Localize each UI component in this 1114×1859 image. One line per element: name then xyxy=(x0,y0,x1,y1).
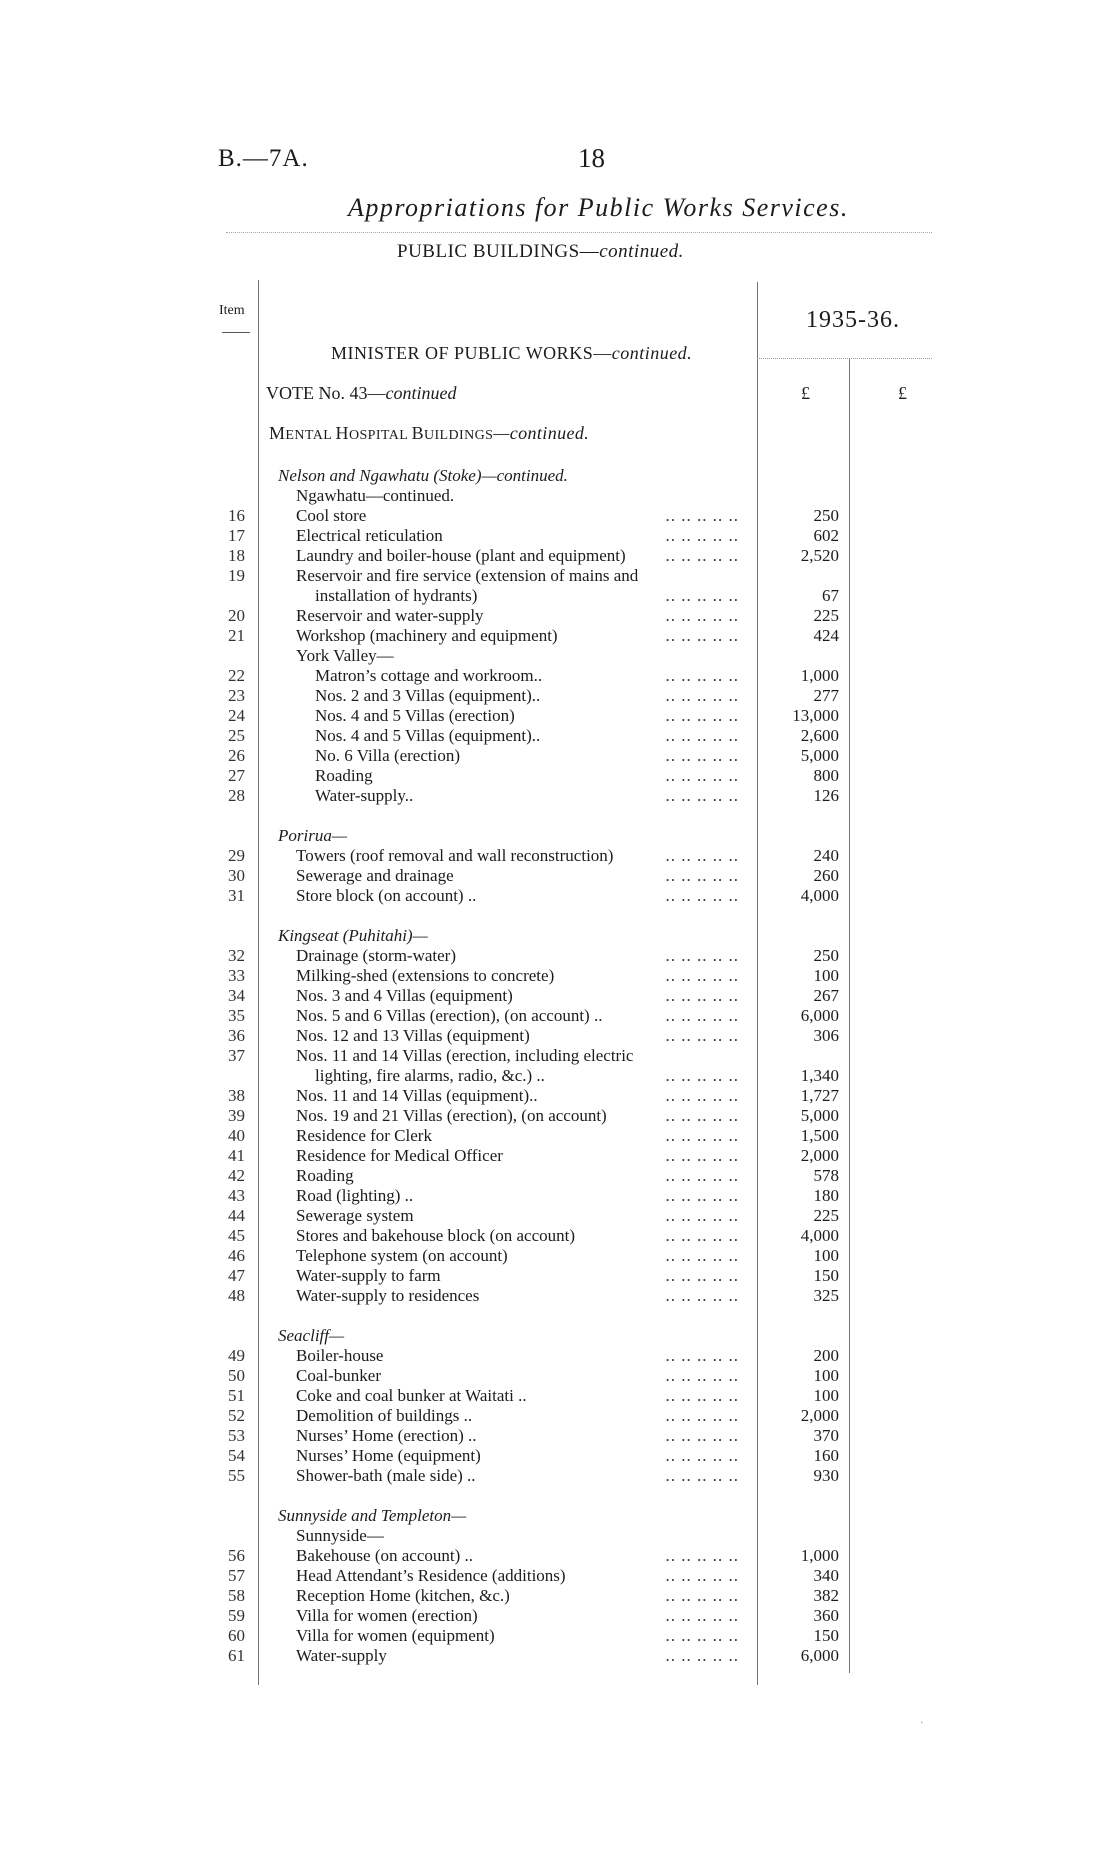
item-number: 60 xyxy=(228,1626,245,1645)
item-number: 47 xyxy=(228,1266,245,1285)
leader-dots: .. .. .. .. .. xyxy=(665,1266,739,1285)
item-number: 34 xyxy=(228,986,245,1005)
item-description: Reservoir and fire service (extension of mains and xyxy=(296,566,639,585)
section-heading: PUBLIC BUILDINGS—continued. xyxy=(397,241,684,262)
item-amount: 5,000 xyxy=(800,746,839,765)
group-heading: Kingseat (Puhitahi)— xyxy=(278,926,428,945)
table-row xyxy=(0,1206,1114,1226)
item-description: Water-supply.. xyxy=(315,786,419,806)
item-number: 35 xyxy=(228,1006,245,1025)
item-description: Head Attendant’s Residence (additions) xyxy=(296,1566,572,1586)
item-description: Drainage (storm-water) xyxy=(296,946,462,966)
leader-dots: .. .. .. .. .. xyxy=(665,1626,739,1645)
item-description: Nos. 11 and 14 Villas (erection, including electric xyxy=(296,1046,634,1065)
item-number: 57 xyxy=(228,1566,245,1585)
scan-mark: · xyxy=(920,1718,924,1729)
table-row xyxy=(0,666,1114,686)
item-amount: 1,340 xyxy=(800,1066,839,1085)
item-description: Nos. 19 and 21 Villas (erection), (on account) xyxy=(296,1106,613,1126)
item-number: 18 xyxy=(228,546,245,565)
leader-dots: .. .. .. .. .. xyxy=(665,1206,739,1225)
leader-dots: .. .. .. .. .. xyxy=(665,1146,739,1165)
leader-dots: .. .. .. .. .. xyxy=(665,746,739,765)
item-amount: 1,000 xyxy=(800,1546,839,1565)
leader-dots: .. .. .. .. .. xyxy=(665,1126,739,1145)
leader-dots: .. .. .. .. .. xyxy=(665,706,739,725)
table-row xyxy=(0,1386,1114,1406)
table-row xyxy=(0,526,1114,546)
item-number: 48 xyxy=(228,1286,245,1305)
item-number: 51 xyxy=(228,1386,245,1405)
table-row xyxy=(0,866,1114,886)
item-amount: 13,000 xyxy=(792,706,839,725)
item-number: 29 xyxy=(228,846,245,865)
group-heading: Porirua— xyxy=(278,826,347,845)
item-description: Shower-bath (male side) .. xyxy=(296,1466,482,1486)
leader-dots: .. .. .. .. .. xyxy=(665,546,739,565)
item-description: Coal-bunker xyxy=(296,1366,387,1386)
item-description: Matron’s cottage and workroom.. xyxy=(315,666,548,686)
leader-dots: .. .. .. .. .. xyxy=(665,1646,739,1665)
item-amount: 325 xyxy=(813,1286,839,1305)
item-description: Laundry and boiler-house (plant and equipment) xyxy=(296,546,632,566)
item-number: 46 xyxy=(228,1246,245,1265)
group-heading-row xyxy=(0,826,1114,846)
item-number: 39 xyxy=(228,1106,245,1125)
leader-dots: .. .. .. .. .. xyxy=(665,1246,739,1265)
item-description: installation of hydrants) xyxy=(315,586,483,606)
item-amount: 150 xyxy=(813,1266,839,1285)
item-amount: 6,000 xyxy=(800,1006,839,1025)
leader-dots: .. .. .. .. .. xyxy=(665,886,739,905)
group-heading-row xyxy=(0,1326,1114,1346)
table-row xyxy=(0,1566,1114,1586)
leader-dots: .. .. .. .. .. xyxy=(665,1186,739,1205)
item-number: 49 xyxy=(228,1346,245,1365)
leader-dots: .. .. .. .. .. xyxy=(665,506,739,525)
leader-dots: .. .. .. .. .. xyxy=(665,766,739,785)
item-description: Nos. 5 and 6 Villas (erection), (on account) .. xyxy=(296,1006,608,1026)
item-description: Residence for Medical Officer xyxy=(296,1146,509,1166)
item-description: Water-supply xyxy=(296,1646,393,1666)
item-description: Nurses’ Home (equipment) xyxy=(296,1446,487,1466)
table-row xyxy=(0,1006,1114,1026)
vote-heading: VOTE No. 43—continued xyxy=(266,383,457,403)
item-description: Nos. 2 and 3 Villas (equipment).. xyxy=(315,686,546,706)
item-description: Road (lighting) .. xyxy=(296,1186,419,1206)
table-row xyxy=(0,546,1114,566)
table-row xyxy=(0,706,1114,726)
table-row xyxy=(0,1286,1114,1306)
item-amount: 2,000 xyxy=(800,1406,839,1425)
item-amount: 2,600 xyxy=(800,726,839,745)
leader-dots: .. .. .. .. .. xyxy=(665,1026,739,1045)
item-number: 20 xyxy=(228,606,245,625)
item-description: Telephone system (on account) xyxy=(296,1246,514,1266)
item-amount: 250 xyxy=(813,506,839,525)
table-row xyxy=(0,1446,1114,1466)
table-row xyxy=(0,1106,1114,1126)
table-row xyxy=(0,1246,1114,1266)
item-amount: 160 xyxy=(813,1446,839,1465)
item-description: York Valley— xyxy=(296,646,394,665)
leader-dots: .. .. .. .. .. xyxy=(665,1566,739,1585)
item-number: 58 xyxy=(228,1586,245,1605)
item-description: Milking-shed (extensions to concrete) xyxy=(296,966,560,986)
item-number: 54 xyxy=(228,1446,245,1465)
item-amount: 4,000 xyxy=(800,886,839,905)
table-row xyxy=(0,566,1114,586)
group-heading-row xyxy=(0,466,1114,486)
table-row xyxy=(0,1406,1114,1426)
item-description: lighting, fire alarms, radio, &c.) .. xyxy=(315,1066,551,1086)
table-row xyxy=(0,626,1114,646)
item-amount: 250 xyxy=(813,946,839,965)
item-header-rule xyxy=(222,332,250,333)
item-description: Nos. 4 and 5 Villas (erection) xyxy=(315,706,521,726)
item-description: Towers (roof removal and wall reconstruction) xyxy=(296,846,619,866)
table-row xyxy=(0,726,1114,746)
item-description: Nos. 11 and 14 Villas (equipment).. xyxy=(296,1086,544,1106)
item-amount: 150 xyxy=(813,1626,839,1645)
item-description: Sewerage system xyxy=(296,1206,420,1226)
item-description: Stores and bakehouse block (on account) xyxy=(296,1226,581,1246)
item-amount: 2,000 xyxy=(800,1146,839,1165)
table-row xyxy=(0,1366,1114,1386)
item-number: 61 xyxy=(228,1646,245,1665)
table-row xyxy=(0,786,1114,806)
ministry-heading: MINISTER OF PUBLIC WORKS—continued. xyxy=(331,343,693,363)
item-description: Reservoir and water-supply xyxy=(296,606,490,626)
leader-dots: .. .. .. .. .. xyxy=(665,866,739,885)
subheading-row xyxy=(0,1066,1114,1086)
item-amount: 225 xyxy=(813,1206,839,1225)
leader-dots: .. .. .. .. .. xyxy=(665,1166,739,1185)
item-description: Ngawhatu—continued. xyxy=(296,486,455,505)
item-description: Roading xyxy=(296,1166,360,1186)
leader-dots: .. .. .. .. .. xyxy=(665,986,739,1005)
leader-dots: .. .. .. .. .. xyxy=(665,526,739,545)
item-description: Water-supply to farm xyxy=(296,1266,447,1286)
table-row xyxy=(0,1546,1114,1566)
table-row xyxy=(0,606,1114,626)
item-amount: 382 xyxy=(813,1586,839,1605)
item-number: 27 xyxy=(228,766,245,785)
item-description: Nurses’ Home (erection) .. xyxy=(296,1426,482,1446)
table-row xyxy=(0,1086,1114,1106)
leader-dots: .. .. .. .. .. xyxy=(665,1426,739,1445)
item-description: Bakehouse (on account) .. xyxy=(296,1546,479,1566)
subheading-row xyxy=(0,586,1114,606)
table-row xyxy=(0,946,1114,966)
item-amount: 1,727 xyxy=(800,1086,839,1105)
leader-dots: .. .. .. .. .. xyxy=(665,686,739,705)
leader-dots: .. .. .. .. .. xyxy=(665,1546,739,1565)
currency-label-1: £ xyxy=(801,383,810,403)
item-amount: 370 xyxy=(813,1426,839,1445)
leader-dots: .. .. .. .. .. xyxy=(665,586,739,605)
item-amount: 602 xyxy=(813,526,839,545)
item-description: Villa for women (erection) xyxy=(296,1606,484,1626)
currency-label-2: £ xyxy=(898,383,907,403)
item-description: Water-supply to residences xyxy=(296,1286,485,1306)
item-number: 59 xyxy=(228,1606,245,1625)
leader-dots: .. .. .. .. .. xyxy=(665,1366,739,1385)
item-amount: 277 xyxy=(813,686,839,705)
leader-dots: .. .. .. .. .. xyxy=(665,1066,739,1085)
item-column-header: Item xyxy=(219,303,245,318)
item-description: Residence for Clerk xyxy=(296,1126,438,1146)
leader-dots: .. .. .. .. .. xyxy=(665,626,739,645)
item-description: Sunnyside— xyxy=(296,1526,384,1545)
item-amount: 240 xyxy=(813,846,839,865)
item-amount: 100 xyxy=(813,1246,839,1265)
category-heading: MENTAL HOSPITAL BUILDINGS—continued. xyxy=(269,423,590,443)
item-amount: 6,000 xyxy=(800,1646,839,1665)
item-number: 23 xyxy=(228,686,245,705)
item-amount: 225 xyxy=(813,606,839,625)
item-description: No. 6 Villa (erection) xyxy=(315,746,466,766)
table-row xyxy=(0,1266,1114,1286)
item-number: 30 xyxy=(228,866,245,885)
group-heading-row xyxy=(0,926,1114,946)
leader-dots: .. .. .. .. .. xyxy=(665,1086,739,1105)
table-row xyxy=(0,1346,1114,1366)
item-description: Boiler-house xyxy=(296,1346,389,1366)
item-description: Roading xyxy=(315,766,379,786)
item-description: Villa for women (equipment) xyxy=(296,1626,501,1646)
item-description: Nos. 3 and 4 Villas (equipment) xyxy=(296,986,519,1006)
group-heading: Nelson and Ngawhatu (Stoke)—continued. xyxy=(278,466,568,485)
leader-dots: .. .. .. .. .. xyxy=(665,1006,739,1025)
item-description: Nos. 4 and 5 Villas (equipment).. xyxy=(315,726,546,746)
subheading-row xyxy=(0,486,1114,506)
table-row xyxy=(0,1426,1114,1446)
item-number: 56 xyxy=(228,1546,245,1565)
group-heading: Seacliff— xyxy=(278,1326,345,1345)
item-description: Nos. 12 and 13 Villas (equipment) xyxy=(296,1026,536,1046)
item-number: 31 xyxy=(228,886,245,905)
item-description: Sewerage and drainage xyxy=(296,866,460,886)
item-amount: 5,000 xyxy=(800,1106,839,1125)
item-description: Reception Home (kitchen, &c.) xyxy=(296,1586,516,1606)
leader-dots: .. .. .. .. .. xyxy=(665,946,739,965)
leader-dots: .. .. .. .. .. xyxy=(665,786,739,805)
table-row xyxy=(0,1586,1114,1606)
document-ref: B.—7A. xyxy=(218,145,309,172)
item-amount: 100 xyxy=(813,966,839,985)
item-number: 21 xyxy=(228,626,245,645)
leader-dots: .. .. .. .. .. xyxy=(665,1406,739,1425)
table-row xyxy=(0,1186,1114,1206)
item-amount: 260 xyxy=(813,866,839,885)
item-description: Workshop (machinery and equipment) xyxy=(296,626,564,646)
table-row xyxy=(0,1606,1114,1626)
item-amount: 800 xyxy=(813,766,839,785)
item-number: 41 xyxy=(228,1146,245,1165)
page-number: 18 xyxy=(578,143,605,173)
subheading-row xyxy=(0,1526,1114,1546)
item-amount: 306 xyxy=(813,1026,839,1045)
item-number: 19 xyxy=(228,566,245,585)
table-row xyxy=(0,966,1114,986)
item-number: 40 xyxy=(228,1126,245,1145)
table-row xyxy=(0,986,1114,1006)
item-amount: 267 xyxy=(813,986,839,1005)
item-amount: 100 xyxy=(813,1386,839,1405)
item-amount: 4,000 xyxy=(800,1226,839,1245)
item-description: Demolition of buildings .. xyxy=(296,1406,478,1426)
item-amount: 126 xyxy=(813,786,839,805)
table-row xyxy=(0,1466,1114,1486)
item-number: 28 xyxy=(228,786,245,805)
item-number: 33 xyxy=(228,966,245,985)
item-amount: 340 xyxy=(813,1566,839,1585)
table-row xyxy=(0,1626,1114,1646)
item-number: 36 xyxy=(228,1026,245,1045)
item-amount: 424 xyxy=(813,626,839,645)
leader-dots: .. .. .. .. .. xyxy=(665,1386,739,1405)
group-heading: Sunnyside and Templeton— xyxy=(278,1506,467,1525)
item-description: Coke and coal bunker at Waitati .. xyxy=(296,1386,533,1406)
table-row xyxy=(0,1146,1114,1166)
item-number: 45 xyxy=(228,1226,245,1245)
item-number: 25 xyxy=(228,726,245,745)
page-title: Appropriations for Public Works Services. xyxy=(348,193,849,222)
item-amount: 67 xyxy=(822,586,839,605)
table-row xyxy=(0,1226,1114,1246)
table-row xyxy=(0,886,1114,906)
item-amount: 930 xyxy=(813,1466,839,1485)
table-row xyxy=(0,1126,1114,1146)
item-amount: 578 xyxy=(813,1166,839,1185)
leader-dots: .. .. .. .. .. xyxy=(665,1446,739,1465)
leader-dots: .. .. .. .. .. xyxy=(665,1226,739,1245)
year-header-rule xyxy=(757,358,932,359)
subheading-row xyxy=(0,646,1114,666)
leader-dots: .. .. .. .. .. xyxy=(665,1586,739,1605)
item-number: 43 xyxy=(228,1186,245,1205)
item-number: 37 xyxy=(228,1046,245,1065)
item-number: 52 xyxy=(228,1406,245,1425)
item-number: 17 xyxy=(228,526,245,545)
item-number: 38 xyxy=(228,1086,245,1105)
year-column-header: 1935-36. xyxy=(806,307,900,333)
title-rule xyxy=(226,232,932,233)
leader-dots: .. .. .. .. .. xyxy=(665,846,739,865)
item-number: 32 xyxy=(228,946,245,965)
leader-dots: .. .. .. .. .. xyxy=(665,966,739,985)
leader-dots: .. .. .. .. .. xyxy=(665,1106,739,1125)
item-description: Store block (on account) .. xyxy=(296,886,482,906)
leader-dots: .. .. .. .. .. xyxy=(665,726,739,745)
leader-dots: .. .. .. .. .. xyxy=(665,1346,739,1365)
table-row xyxy=(0,1646,1114,1666)
leader-dots: .. .. .. .. .. xyxy=(665,666,739,685)
item-amount: 200 xyxy=(813,1346,839,1365)
table-row xyxy=(0,846,1114,866)
leader-dots: .. .. .. .. .. xyxy=(665,1466,739,1485)
table-row xyxy=(0,686,1114,706)
table-row xyxy=(0,1046,1114,1066)
item-number: 42 xyxy=(228,1166,245,1185)
item-amount: 180 xyxy=(813,1186,839,1205)
group-heading-row xyxy=(0,1506,1114,1526)
item-number: 24 xyxy=(228,706,245,725)
leader-dots: .. .. .. .. .. xyxy=(665,1606,739,1625)
table-row xyxy=(0,506,1114,526)
table-row xyxy=(0,766,1114,786)
item-amount: 1,000 xyxy=(800,666,839,685)
leader-dots: .. .. .. .. .. xyxy=(665,606,739,625)
item-amount: 360 xyxy=(813,1606,839,1625)
item-number: 22 xyxy=(228,666,245,685)
table-row xyxy=(0,1026,1114,1046)
item-amount: 100 xyxy=(813,1366,839,1385)
item-number: 53 xyxy=(228,1426,245,1445)
item-number: 44 xyxy=(228,1206,245,1225)
item-amount: 2,520 xyxy=(800,546,839,565)
item-number: 26 xyxy=(228,746,245,765)
item-amount: 1,500 xyxy=(800,1126,839,1145)
item-number: 16 xyxy=(228,506,245,525)
item-description: Cool store xyxy=(296,506,372,526)
table-row xyxy=(0,1166,1114,1186)
table-row xyxy=(0,746,1114,766)
item-number: 50 xyxy=(228,1366,245,1385)
leader-dots: .. .. .. .. .. xyxy=(665,1286,739,1305)
item-description: Electrical reticulation xyxy=(296,526,449,546)
item-number: 55 xyxy=(228,1466,245,1485)
